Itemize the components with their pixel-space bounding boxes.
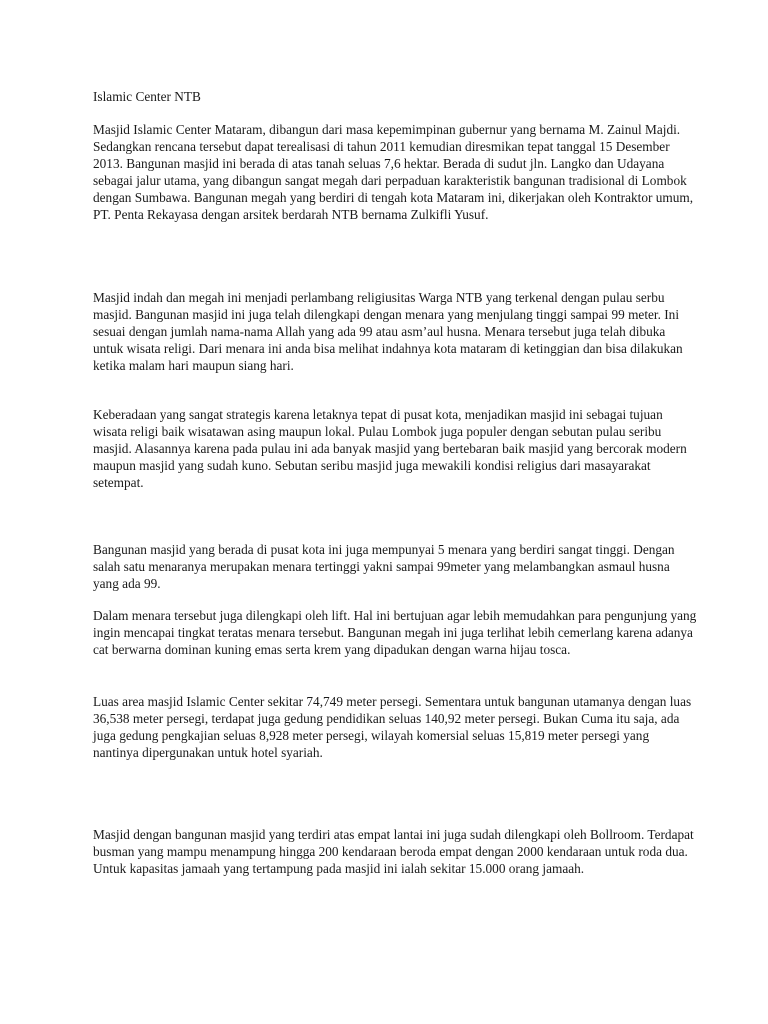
paragraph-1: Masjid Islamic Center Mataram, dibangun dari masa kepemimpinan gubernur yang bernama M. Zainul Majdi. Sedangkan rencana tersebut dapat terealisasi di tahun 2011 kemudian diresmikan tepat tanggal 15 Desember 2013. Bangunan masjid ini berada di atas tanah seluas 7,6 hektar. Berada di sudut jln. Langko dan Udayana sebagai jalur utama, yang dibangun sangat megah dari perpaduan karakteristik bangunan tradisional di Lombok dengan Sumbawa. Bangunan megah yang berdiri di tengah kota Mataram ini, dikerjakan oleh Kontraktor umum, PT. Penta Rekayasa dengan arsitek berdarah NTB bernama Zulkifli Yusuf. [93,122,694,222]
paragraph-6: Luas area masjid Islamic Center sekitar 74,749 meter persegi. Sementara untuk bangunan utamanya dengan luas 36,538 meter persegi, terdapat juga gedung pendidikan seluas 140,92 meter persegi. Bukan Cuma itu saja, ada juga gedung pengkajian seluas 8,928 meter persegi, wilayah komersial seluas 15,819 meter persegi yang nantinya dipergunakan untuk hotel syariah. [93,694,692,760]
paragraph-7: Masjid dengan bangunan masjid yang terdiri atas empat lantai ini juga sudah dilengkapi oleh Bollroom. Terdapat busman yang mampu menampung hingga 200 kendaraan beroda empat dengan 2000 kendaraan untuk roda dua. Untuk kapasitas jamaah yang tertampung pada masjid ini ialah sekitar 15.000 orang jamaah. [93,827,694,876]
paragraph-2: Masjid indah dan megah ini menjadi perlambang religiusitas Warga NTB yang terkenal dengan pulau serbu masjid. Bangunan masjid ini juga telah dilengkapi dengan menara yang menjulang tinggi sampai 99 meter. Ini sesuai dengan jumlah nama-nama Allah yang ada 99 atau asm’aul husna. Menara tersebut juga telah dibuka untuk wisata religi. Dari menara ini anda bisa melihat indahnya kota mataram di ketinggian dan bisa dilakukan ketika malam hari maupun siang hari. [93,290,683,373]
paragraph-5: Dalam menara tersebut juga dilengkapi oleh lift. Hal ini bertujuan agar lebih memudahkan para pengunjung yang ingin mencapai tingkat teratas menara tersebut. Bangunan megah ini juga terlihat lebih cemerlang karena adanya cat berwarna dominan kuning emas serta krem yang dipadukan dengan warna hijau tosca. [93,608,697,657]
paragraph-4: Bangunan masjid yang berada di pusat kota ini juga mempunyai 5 menara yang berdiri sangat tinggi. Dengan salah satu menaranya merupakan menara tertinggi yakni sampai 99meter yang melambangkan asmaul husna yang ada 99. [93,542,675,591]
document-title: Islamic Center NTB [93,89,201,104]
paragraph-3: Keberadaan yang sangat strategis karena letaknya tepat di pusat kota, menjadikan masjid ini sebagai tujuan wisata religi baik wisatawan asing maupun lokal. Pulau Lombok juga populer dengan sebutan pulau seribu masjid. Alasannya karena pada pulau ini ada banyak masjid yang bertebaran baik masjid yang bercorak modern maupun masjid yang sudah kuno. Sebutan seribu masjid juga mewakili kondisi religius dari masayarakat setempat. [93,407,687,490]
